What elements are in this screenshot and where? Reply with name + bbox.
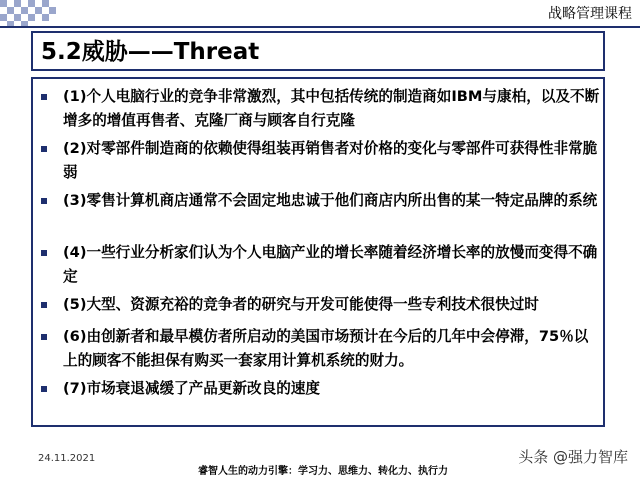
square-bullet-icon	[41, 250, 47, 256]
square-bullet-icon	[41, 198, 47, 204]
square-bullet-icon	[41, 334, 47, 340]
checker-pattern-icon	[0, 0, 56, 26]
list-item-text: (4)一些行业分析家们认为个人电脑产业的增长率随着经济增长率的放慢而变得不确定	[63, 244, 598, 285]
footer-slogan: 睿智人生的动力引擎：学习力、思维力、转化力、执行力	[198, 466, 448, 477]
header-rule	[0, 26, 640, 28]
list-item-text: (1)个人电脑行业的竞争非常激烈，其中包括传统的制造商如IBM与康柏，以及不断增多的增值再售者、克隆厂商与顾客自行克隆	[63, 88, 600, 129]
square-bullet-icon	[41, 146, 47, 152]
slide-title: 5.2威胁——Threat	[41, 39, 260, 65]
list-item-text: (5)大型、资源充裕的竞争者的研究与开发可能使得一些专利技术很快过时	[63, 296, 539, 313]
watermark: 头条 @强力智库	[518, 448, 628, 466]
list-item-text: (7)市场衰退减缓了产品更新改良的速度	[63, 380, 320, 397]
slide-date: 24.11.2021	[38, 453, 96, 464]
course-name: 战略管理课程	[548, 6, 632, 22]
title-box	[31, 31, 605, 71]
list-item-text: (6)由创新者和最早模仿者所启动的美国市场预计在今后的几年中会停滞，75％以上的顾客不能担保有购买一套家用计算机系统的财力。	[63, 328, 589, 369]
list-item-text: (2)对零部件制造商的依赖使得组装再销售者对价格的变化与零部件可获得性非常脆弱	[63, 140, 598, 181]
content-box	[31, 77, 605, 427]
square-bullet-icon	[41, 94, 47, 100]
square-bullet-icon	[41, 302, 47, 308]
list-item-text: (3)零售计算机商店通常不会固定地忠诚于他们商店内所出售的某一特定品牌的系统	[63, 192, 598, 209]
square-bullet-icon	[41, 386, 47, 392]
